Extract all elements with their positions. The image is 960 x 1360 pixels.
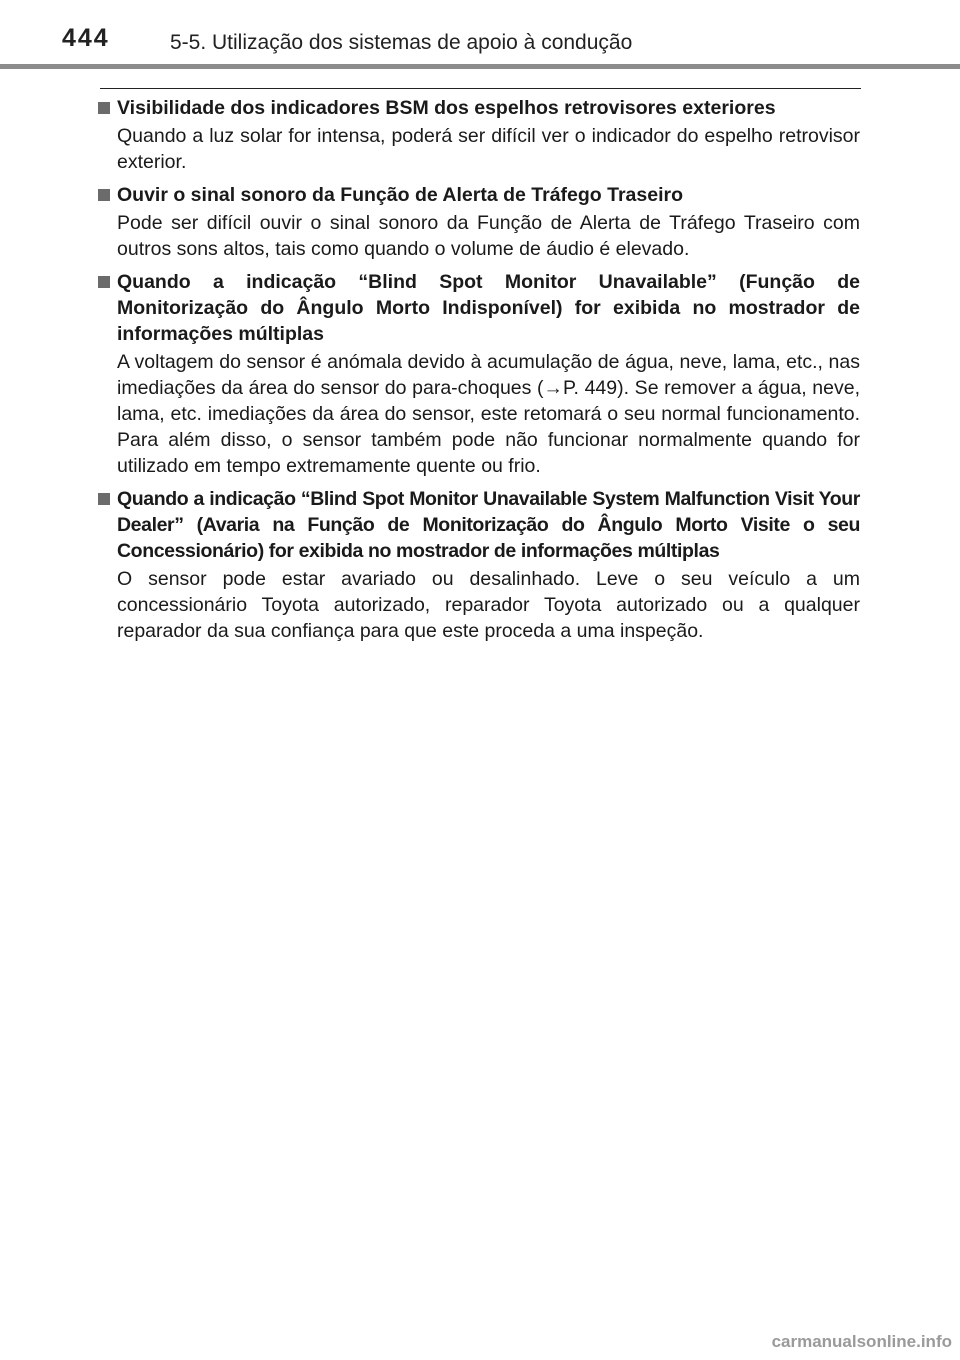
section-rear-traffic-alert-sound bbox=[98, 182, 860, 262]
section-body: Pode ser difícil ouvir o sinal sonoro da Função de Alerta de Tráfego Traseiro com outros sons altos, tais como quando o volume de áudio é elevado. bbox=[117, 212, 860, 260]
section-title: 5-5. Utilização dos sistemas de apoio à condução bbox=[170, 31, 633, 54]
section-heading-text: Visibilidade dos indicadores BSM dos espelhos retrovisores exteriores bbox=[117, 97, 776, 119]
section-heading-text: Quando a indicação “Blind Spot Monitor Unavailable System Malfunction Visit Your Dealer” (Avaria na Função de Monitorização do Ângulo Morto Visite o seu Concessionário) for exibida no mostrador de informações múltiplas bbox=[117, 488, 860, 562]
section-heading-text: Quando a indicação “Blind Spot Monitor Unavailable” (Função de Monitorização do Ângulo Morto Indisponível) for exibida no mostrador de informações múltiplas bbox=[117, 271, 860, 345]
square-bullet-icon bbox=[98, 189, 110, 201]
section-bsm-visibility bbox=[98, 95, 860, 175]
section-heading-text: Ouvir o sinal sonoro da Função de Alerta de Tráfego Traseiro bbox=[117, 184, 683, 206]
section-body: A voltagem do sensor é anómala devido à acumulação de água, neve, lama, etc., nas imediações da área do sensor do para-choques (→P. 449). Se remover a água, neve, lama, etc. imediações da área do sensor, este retomará o seu normal funcionamento. Para além disso, o sensor também pode não funcionar normalmente quando for utilizado em tempo extremamente quente ou frio. bbox=[117, 351, 860, 477]
section-bsm-malfunction bbox=[98, 486, 860, 644]
square-bullet-icon bbox=[98, 493, 110, 505]
page-number: 444 bbox=[62, 24, 110, 52]
content bbox=[98, 95, 860, 651]
watermark: carmanualsonline.info bbox=[771, 1332, 952, 1351]
header-divider bbox=[0, 64, 960, 69]
section-heading bbox=[98, 95, 860, 121]
section-body: O sensor pode estar avariado ou desalinhado. Leve o seu veículo a um concessionário Toyota autorizado, reparador Toyota autorizado ou a qualquer reparador da sua confiança para que este proceda a uma inspeção. bbox=[117, 568, 860, 642]
square-bullet-icon bbox=[98, 102, 110, 114]
section-heading bbox=[98, 486, 860, 564]
section-heading bbox=[98, 269, 860, 347]
page-header bbox=[0, 0, 960, 70]
section-heading bbox=[98, 182, 860, 208]
square-bullet-icon bbox=[98, 276, 110, 288]
content-top-divider bbox=[100, 88, 861, 89]
section-bsm-unavailable bbox=[98, 269, 860, 479]
section-body: Quando a luz solar for intensa, poderá ser difícil ver o indicador do espelho retrovisor exterior. bbox=[117, 125, 860, 173]
